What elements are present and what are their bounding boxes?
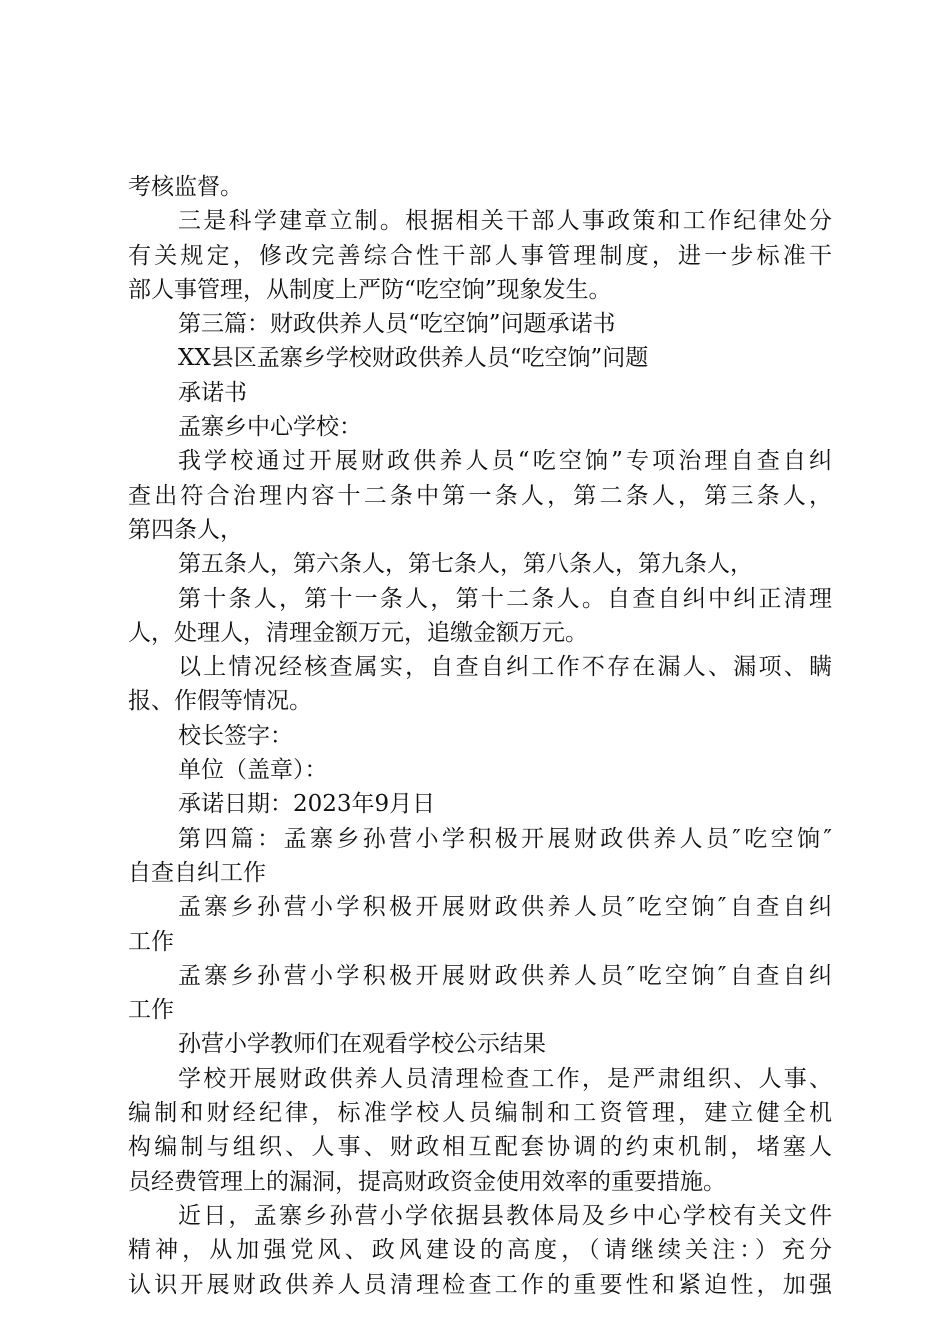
- text-line: 自查自纠工作: [128, 859, 266, 886]
- text-line: 孙营小学教师们在观看学校公示结果: [178, 1031, 546, 1058]
- text-line: 编制和财经纪律，标准学校人员编制和工资管理，建立健全机: [128, 1100, 832, 1127]
- text-line: 认识开展财政供养人员清理检查工作的重要性和紧迫性，加强: [128, 1271, 832, 1298]
- text-line: 承诺书: [178, 379, 247, 406]
- text-line: 第五条人，第六条人，第七条人，第八条人，第九条人，: [178, 551, 753, 578]
- text-line: 三是科学建章立制。根据相关干部人事政策和工作纪律处分: [178, 208, 832, 235]
- text-line: 以上情况经核查属实，自查自纠工作不存在漏人、漏项、瞒: [178, 654, 832, 681]
- text-line: 校长签字：: [178, 722, 293, 749]
- text-line: 部人事管理，从制度上严防“吃空饷”现象发生。: [128, 276, 612, 303]
- text-line: 近日，孟寨乡孙营小学依据县教体局及乡中心学校有关文件: [178, 1202, 832, 1229]
- text-line: 第三篇：财政供养人员“吃空饷”问题承诺书: [178, 311, 616, 338]
- text-line: 孟寨乡孙营小学积极开展财政供养人员″吃空饷″自查自纠: [178, 962, 832, 989]
- text-line: 承诺日期：2023年9月日: [178, 791, 436, 818]
- text-line: 孟寨乡中心学校：: [178, 414, 362, 441]
- text-line: 报、作假等情况。: [128, 688, 312, 715]
- text-line: 构编制与组织、人事、财政相互配套协调的约束机制，堵塞人: [128, 1134, 832, 1161]
- text-line: XX县区孟寨乡学校财政供养人员“吃空饷”问题: [178, 345, 649, 372]
- document-body: [128, 170, 832, 1302]
- text-line: 第四条人，: [128, 516, 243, 543]
- text-line: 孟寨乡孙营小学积极开展财政供养人员″吃空饷″自查自纠: [178, 894, 832, 921]
- text-line: 查出符合治理内容十二条中第一条人，第二条人，第三条人，: [128, 482, 832, 509]
- text-line: 学校开展财政供养人员清理检查工作，是严肃组织、人事、: [178, 1065, 832, 1092]
- text-line: 第四篇：孟寨乡孙营小学积极开展财政供养人员″吃空饷″: [178, 825, 832, 852]
- text-line: 人，处理人，清理金额万元，追缴金额万元。: [128, 619, 588, 646]
- text-line: 单位（盖章）：: [178, 757, 328, 784]
- text-line: 工作: [128, 928, 174, 955]
- text-line: 我学校通过开展财政供养人员“吃空饷”专项治理自查自纠: [178, 448, 832, 475]
- text-line: 第十条人，第十一条人，第十二条人。自查自纠中纠正清理: [178, 585, 832, 612]
- text-line: 员经费管理上的漏洞，提高财政资金使用效率的重要措施。: [128, 1168, 726, 1195]
- text-line: 有关规定，修改完善综合性干部人事管理制度，进一步标准干: [128, 242, 832, 269]
- text-line: 考核监督。: [128, 174, 243, 200]
- text-line: 工作: [128, 997, 174, 1024]
- text-line: 精神，从加强党风、政风建设的高度，（请继续关注：）充分: [128, 1237, 832, 1264]
